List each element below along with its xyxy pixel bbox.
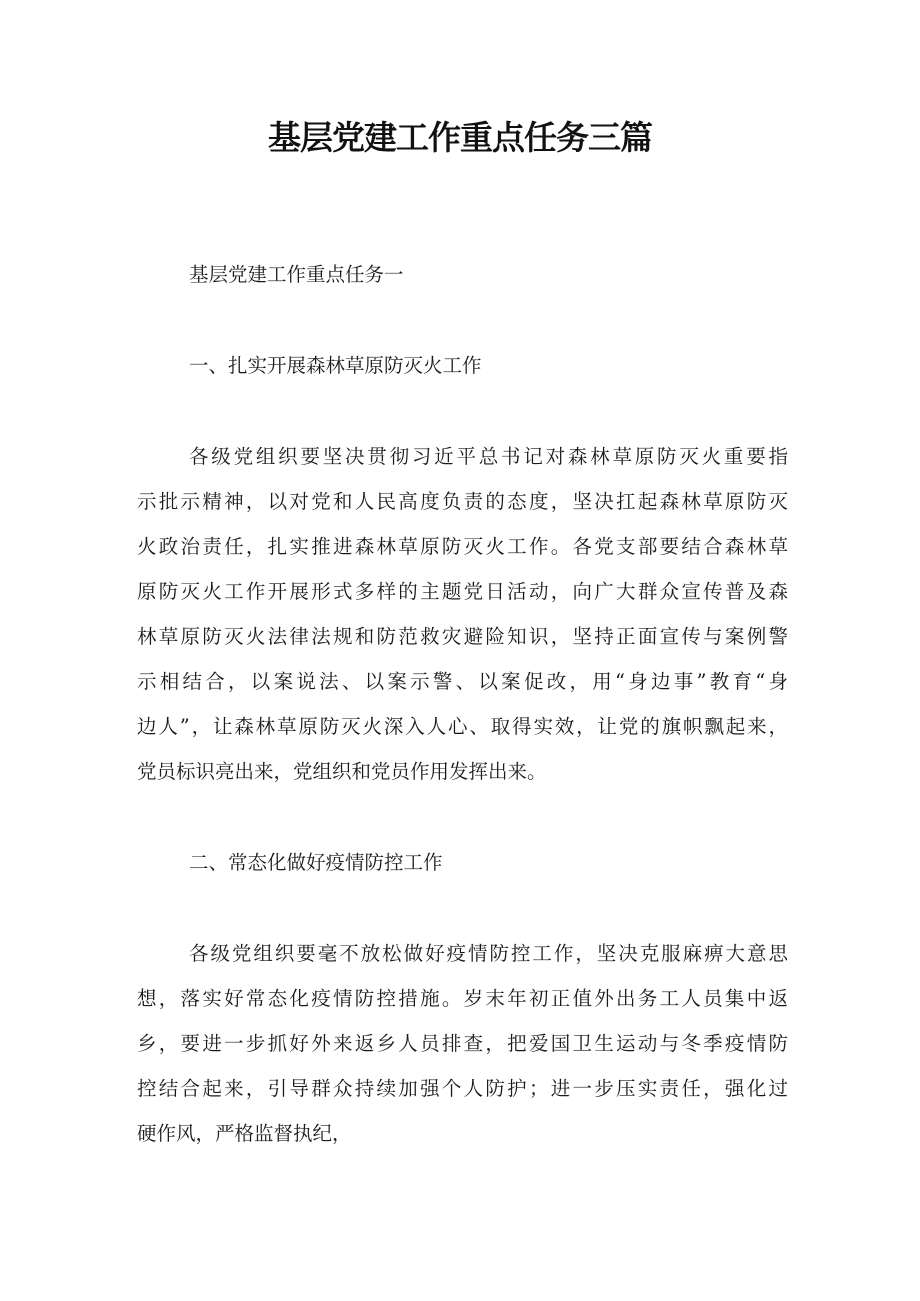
paragraph-line: 林草原防灭火法律法规和防范救灾避险知识，坚持正面宣传与案例警 [137,625,788,648]
paragraph-line: 原防灭火工作开展形式多样的主题党日活动，向广大群众宣传普及森 [137,580,788,603]
document-title: 基层党建工作重点任务三篇 [268,118,652,157]
paragraph-line: 控结合起来，引导群众持续加强个人防护；进一步压实责任，强化过 [137,1077,788,1100]
paragraph-line: 各级党组织要坚决贯彻习近平总书记对森林草原防灭火重要指 [189,445,788,468]
paragraph-line: 硬作风，严格监督执纪， [137,1122,352,1145]
paragraph-line: 想，落实好常态化疫情防控措施。岁末年初正值外出务工人员集中返 [137,987,788,1010]
paragraph-line: 火政治责任，扎实推进森林草原防灭火工作。各党支部要结合森林草 [137,535,788,558]
paragraph-line: 边人”，让森林草原防灭火深入人心、取得实效，让党的旗帜飘起来， [137,715,788,738]
paragraph-gap [137,297,788,343]
paragraph-line: 示相结合，以案说法、以案示警、以案促改，用“身边事”教育“身 [137,670,788,693]
paragraph-gap [137,885,788,931]
section-heading: 基层党建工作重点任务一 [189,263,404,286]
part1-paragraph [137,434,788,794]
paragraph-line: 乡，要进一步抓好外来返乡人员排查，把爱国卫生运动与冬季疫情防 [137,1032,788,1055]
paragraph-line: 示批示精神，以对党和人民高度负责的态度，坚决扛起森林草原防灭 [137,490,788,513]
part2-paragraph [137,931,788,1156]
part1-heading: 一、扎实开展森林草原防灭火工作 [189,354,482,377]
part2-heading: 二、常态化做好疫情防控工作 [189,851,443,874]
document-body [137,252,788,1156]
paragraph-line: 各级党组织要毫不放松做好疫情防控工作，坚决克服麻痹大意思 [189,942,788,965]
paragraph-gap [137,388,788,434]
paragraph-line: 党员标识亮出来，党组织和党员作用发挥出来。 [137,760,547,783]
paragraph-gap [137,794,788,840]
